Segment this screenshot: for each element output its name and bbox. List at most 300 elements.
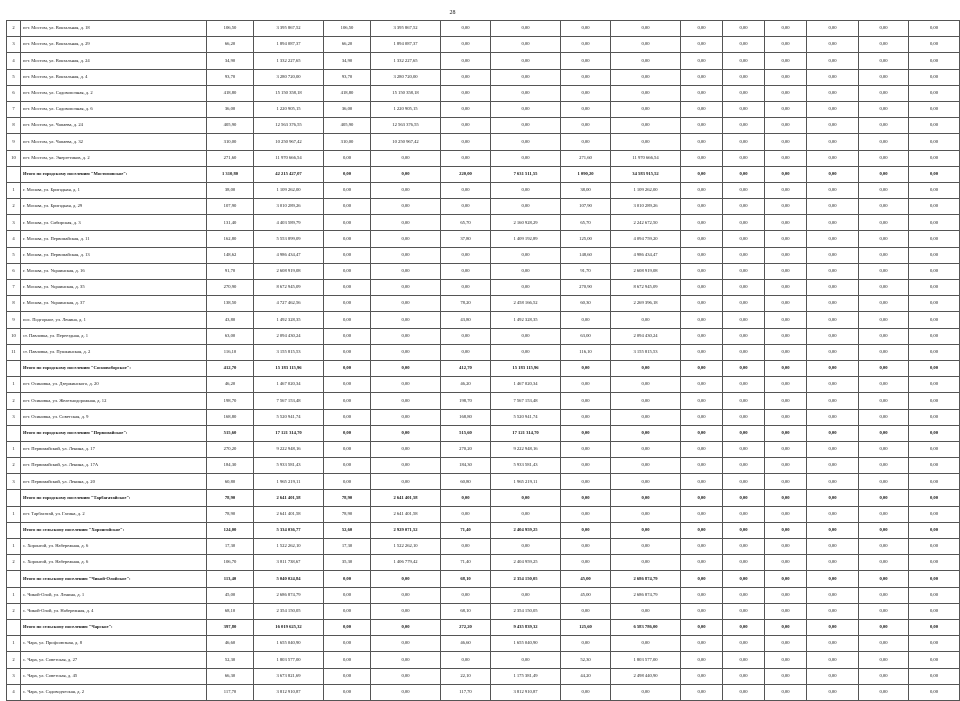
- value-cell: 0,00: [561, 539, 611, 555]
- value-cell: 0,00: [859, 37, 909, 53]
- address-cell: пгт. Первомайский, ул. Ленина, д. 17: [21, 441, 207, 457]
- value-cell: 15 183 115,96: [491, 360, 561, 376]
- value-cell: 0,00: [765, 393, 807, 409]
- value-cell: 0,00: [765, 85, 807, 101]
- value-cell: 1 965 219,11: [491, 474, 561, 490]
- value-cell: 17 121 314,70: [491, 425, 561, 441]
- value-cell: 0,00: [909, 555, 960, 571]
- value-cell: 0,00: [561, 522, 611, 538]
- value-cell: 2 929 071,52: [371, 522, 441, 538]
- subtotal-row: [7, 360, 960, 376]
- value-cell: 1 803 577,00: [254, 652, 324, 668]
- value-cell: 0,00: [765, 21, 807, 37]
- value-cell: 17,30: [207, 539, 254, 555]
- value-cell: 0,00: [681, 199, 723, 215]
- value-cell: 2 160 928,29: [491, 215, 561, 231]
- value-cell: 0,00: [561, 684, 611, 700]
- value-cell: 0,00: [859, 166, 909, 182]
- value-cell: 66,20: [324, 37, 371, 53]
- value-cell: 0,00: [807, 490, 859, 506]
- value-cell: 0,00: [441, 263, 491, 279]
- subtotal-label: Итого по городскому поселению "Первомайское":: [21, 425, 207, 441]
- value-cell: 1 894 087,37: [371, 37, 441, 53]
- value-cell: 0,00: [909, 539, 960, 555]
- value-cell: 0,00: [909, 458, 960, 474]
- value-cell: 107,90: [561, 199, 611, 215]
- value-cell: 12 563 376,55: [254, 118, 324, 134]
- value-cell: 270,90: [561, 280, 611, 296]
- value-cell: 1 492 328,35: [491, 312, 561, 328]
- value-cell: 220,00: [441, 166, 491, 182]
- value-cell: 0,00: [324, 280, 371, 296]
- value-cell: 0,00: [441, 199, 491, 215]
- row-number: 9: [7, 134, 21, 150]
- value-cell: 0,00: [441, 69, 491, 85]
- value-cell: 0,00: [807, 101, 859, 117]
- table-row: [7, 263, 960, 279]
- page-number: 28: [449, 10, 456, 16]
- value-cell: 0,00: [859, 522, 909, 538]
- value-cell: 7 567 153,48: [254, 393, 324, 409]
- value-cell: 36,00: [207, 101, 254, 117]
- row-number: 11: [7, 344, 21, 360]
- value-cell: 0,00: [561, 101, 611, 117]
- value-cell: 0,00: [807, 37, 859, 53]
- subtotal-label: Итого по сельскому поселению "Хоронгойское":: [21, 522, 207, 538]
- data-table: [6, 20, 960, 701]
- value-cell: 0,00: [859, 360, 909, 376]
- value-cell: 270,20: [441, 441, 491, 457]
- value-cell: 0,00: [859, 652, 909, 668]
- value-cell: 93,70: [324, 69, 371, 85]
- value-cell: 91,70: [207, 263, 254, 279]
- value-cell: 0,00: [681, 231, 723, 247]
- value-cell: 0,00: [371, 182, 441, 198]
- value-cell: 0,00: [807, 603, 859, 619]
- value-cell: 0,00: [441, 506, 491, 522]
- value-cell: 0,00: [909, 409, 960, 425]
- value-cell: 138,50: [207, 296, 254, 312]
- value-cell: 0,00: [807, 393, 859, 409]
- value-cell: 78,90: [207, 490, 254, 506]
- value-cell: 0,00: [324, 619, 371, 635]
- value-cell: 0,00: [324, 458, 371, 474]
- value-cell: 0,00: [909, 166, 960, 182]
- value-cell: 0,00: [611, 474, 681, 490]
- value-cell: 43,80: [207, 312, 254, 328]
- table-row: [7, 603, 960, 619]
- value-cell: 0,00: [611, 684, 681, 700]
- value-cell: 10 250 967,42: [371, 134, 441, 150]
- address-cell: пгт. Осиновка, ул. Железнодорожная, д. 12: [21, 393, 207, 409]
- row-number: 7: [7, 280, 21, 296]
- value-cell: 0,00: [324, 199, 371, 215]
- row-number: 2: [7, 199, 21, 215]
- value-cell: 0,00: [441, 328, 491, 344]
- value-cell: 0,00: [859, 441, 909, 457]
- value-cell: 15 150 358,18: [371, 85, 441, 101]
- value-cell: 0,00: [807, 328, 859, 344]
- value-cell: 0,00: [324, 215, 371, 231]
- value-cell: 10 250 967,42: [254, 134, 324, 150]
- value-cell: 515,60: [207, 425, 254, 441]
- address-cell: с. Чара, ул. Советская, д. 27: [21, 652, 207, 668]
- address-cell: ст. Павловка, ул. Переездная, д. 1: [21, 328, 207, 344]
- row-number: 4: [7, 53, 21, 69]
- value-cell: 0,00: [909, 393, 960, 409]
- table-row: [7, 344, 960, 360]
- address-cell: пгт. Первомайский, ул. Ленина, д. 17А: [21, 458, 207, 474]
- value-cell: 43,80: [441, 312, 491, 328]
- value-cell: 0,00: [859, 668, 909, 684]
- value-cell: 397,80: [207, 619, 254, 635]
- value-cell: 0,00: [441, 587, 491, 603]
- value-cell: 0,00: [371, 312, 441, 328]
- value-cell: 65,70: [441, 215, 491, 231]
- value-cell: 0,00: [611, 458, 681, 474]
- value-cell: 2 354 150,05: [254, 603, 324, 619]
- address-cell: с. Чикой-Олой, ул. Набережная, д. 4: [21, 603, 207, 619]
- value-cell: 0,00: [859, 377, 909, 393]
- value-cell: 0,00: [765, 101, 807, 117]
- value-cell: 168,80: [207, 409, 254, 425]
- value-cell: 0,00: [723, 441, 765, 457]
- value-cell: 0,00: [441, 344, 491, 360]
- value-cell: 0,00: [611, 101, 681, 117]
- value-cell: 162,80: [207, 231, 254, 247]
- value-cell: 0,00: [807, 377, 859, 393]
- value-cell: 0,00: [723, 328, 765, 344]
- value-cell: 0,00: [765, 53, 807, 69]
- value-cell: 0,00: [909, 199, 960, 215]
- value-cell: 60,80: [207, 474, 254, 490]
- row-number: 5: [7, 69, 21, 85]
- value-cell: 68,10: [441, 603, 491, 619]
- table-row: [7, 118, 960, 134]
- value-cell: 1 655 040,90: [254, 636, 324, 652]
- value-cell: 0,00: [765, 199, 807, 215]
- value-cell: 0,00: [765, 69, 807, 85]
- value-cell: 17,30: [324, 539, 371, 555]
- value-cell: 0,00: [561, 474, 611, 490]
- value-cell: 0,00: [371, 409, 441, 425]
- value-cell: 0,00: [561, 425, 611, 441]
- row-number: 2: [7, 603, 21, 619]
- value-cell: 0,00: [807, 409, 859, 425]
- table-row: [7, 101, 960, 117]
- value-cell: 0,00: [723, 166, 765, 182]
- value-cell: 2 094 430,24: [254, 328, 324, 344]
- table-row: [7, 587, 960, 603]
- value-cell: 0,00: [371, 684, 441, 700]
- value-cell: 65,70: [561, 215, 611, 231]
- value-cell: 0,00: [324, 684, 371, 700]
- row-number: 2: [7, 458, 21, 474]
- subtotal-label: Итого по сельскому поселению "Чарское":: [21, 619, 207, 635]
- value-cell: 4 403 589,79: [254, 215, 324, 231]
- value-cell: 0,00: [611, 603, 681, 619]
- value-cell: 0,00: [491, 150, 561, 166]
- value-cell: 0,00: [909, 344, 960, 360]
- value-cell: 2 354 150,05: [491, 571, 561, 587]
- value-cell: 0,00: [324, 360, 371, 376]
- value-cell: 0,00: [561, 37, 611, 53]
- value-cell: 310,00: [324, 134, 371, 150]
- value-cell: 0,00: [491, 182, 561, 198]
- value-cell: 3 811 738,67: [254, 555, 324, 571]
- value-cell: 0,00: [765, 458, 807, 474]
- value-cell: 0,00: [723, 668, 765, 684]
- value-cell: 418,80: [324, 85, 371, 101]
- value-cell: 0,00: [859, 69, 909, 85]
- table-row: [7, 506, 960, 522]
- value-cell: 0,00: [807, 555, 859, 571]
- address-cell: г. Москва, ул. Украинская, д. 37: [21, 296, 207, 312]
- value-cell: 0,00: [723, 37, 765, 53]
- value-cell: 0,00: [765, 587, 807, 603]
- value-cell: 0,00: [807, 522, 859, 538]
- value-cell: 0,00: [611, 393, 681, 409]
- row-number: 4: [7, 684, 21, 700]
- value-cell: 0,00: [859, 296, 909, 312]
- value-cell: 0,00: [909, 53, 960, 69]
- value-cell: 37,80: [441, 231, 491, 247]
- value-cell: 0,00: [561, 393, 611, 409]
- value-cell: 0,00: [765, 344, 807, 360]
- value-cell: 0,00: [491, 490, 561, 506]
- value-cell: 11 970 666,54: [254, 150, 324, 166]
- value-cell: 0,00: [723, 312, 765, 328]
- value-cell: 116,10: [561, 344, 611, 360]
- value-cell: 0,00: [681, 522, 723, 538]
- value-cell: 78,20: [441, 296, 491, 312]
- value-cell: 0,00: [371, 280, 441, 296]
- table-row: [7, 53, 960, 69]
- value-cell: 0,00: [859, 344, 909, 360]
- value-cell: 0,00: [859, 684, 909, 700]
- value-cell: 4 094 759,20: [611, 231, 681, 247]
- value-cell: 8 672 945,09: [611, 280, 681, 296]
- table-row: [7, 328, 960, 344]
- address-cell: пгт. Мостом, ул. Садовопочная, д. 2: [21, 85, 207, 101]
- address-cell: пгт. Осиновка, ул. Дзержинского, д. 20: [21, 377, 207, 393]
- value-cell: 0,00: [681, 360, 723, 376]
- value-cell: 0,00: [681, 555, 723, 571]
- value-cell: 0,00: [859, 199, 909, 215]
- value-cell: 0,00: [371, 603, 441, 619]
- row-number: [7, 619, 21, 635]
- value-cell: 0,00: [371, 150, 441, 166]
- value-cell: 34,90: [324, 53, 371, 69]
- value-cell: 0,00: [859, 118, 909, 134]
- value-cell: 0,00: [324, 328, 371, 344]
- value-cell: 35,30: [324, 555, 371, 571]
- value-cell: 0,00: [681, 506, 723, 522]
- value-cell: 0,00: [681, 587, 723, 603]
- value-cell: 3 010 289,26: [254, 199, 324, 215]
- value-cell: 0,00: [681, 134, 723, 150]
- value-cell: 0,00: [561, 312, 611, 328]
- subtotal-row: [7, 425, 960, 441]
- row-number: 8: [7, 118, 21, 134]
- value-cell: 0,00: [681, 603, 723, 619]
- value-cell: 412,70: [441, 360, 491, 376]
- value-cell: 46,20: [441, 377, 491, 393]
- value-cell: 0,00: [909, 134, 960, 150]
- value-cell: 0,00: [807, 263, 859, 279]
- value-cell: 0,00: [681, 636, 723, 652]
- value-cell: 0,00: [765, 150, 807, 166]
- value-cell: 3 155 815,53: [611, 344, 681, 360]
- value-cell: 0,00: [611, 636, 681, 652]
- value-cell: 0,00: [324, 587, 371, 603]
- value-cell: 0,00: [859, 619, 909, 635]
- row-number: [7, 490, 21, 506]
- value-cell: 1 803 577,00: [611, 652, 681, 668]
- value-cell: 198,70: [441, 393, 491, 409]
- value-cell: 0,00: [723, 21, 765, 37]
- value-cell: 5 933 581,43: [491, 458, 561, 474]
- value-cell: 0,00: [859, 636, 909, 652]
- value-cell: 271,60: [207, 150, 254, 166]
- value-cell: 0,00: [807, 458, 859, 474]
- value-cell: 0,00: [441, 21, 491, 37]
- value-cell: 0,00: [681, 101, 723, 117]
- value-cell: 78,90: [324, 490, 371, 506]
- value-cell: 125,60: [561, 619, 611, 635]
- value-cell: 0,00: [765, 555, 807, 571]
- row-number: 3: [7, 409, 21, 425]
- value-cell: 0,00: [561, 69, 611, 85]
- value-cell: 0,00: [909, 684, 960, 700]
- value-cell: 78,90: [324, 506, 371, 522]
- value-cell: 0,00: [859, 53, 909, 69]
- value-cell: 3 280 720,00: [371, 69, 441, 85]
- value-cell: 0,00: [859, 474, 909, 490]
- value-cell: 124,00: [207, 522, 254, 538]
- value-cell: 2 608 919,08: [611, 263, 681, 279]
- table-row: [7, 555, 960, 571]
- value-cell: 38,00: [561, 182, 611, 198]
- value-cell: 0,00: [723, 393, 765, 409]
- value-cell: 3 280 720,00: [254, 69, 324, 85]
- value-cell: 0,00: [611, 409, 681, 425]
- value-cell: 0,00: [324, 441, 371, 457]
- value-cell: 0,00: [765, 603, 807, 619]
- subtotal-row: [7, 571, 960, 587]
- value-cell: 1 522 262,10: [254, 539, 324, 555]
- value-cell: 0,00: [491, 69, 561, 85]
- value-cell: 0,00: [324, 393, 371, 409]
- value-cell: 0,00: [681, 85, 723, 101]
- table-row: [7, 296, 960, 312]
- value-cell: 0,00: [807, 668, 859, 684]
- value-cell: 0,00: [807, 296, 859, 312]
- value-cell: 113,40: [207, 571, 254, 587]
- value-cell: 1 522 262,10: [371, 539, 441, 555]
- value-cell: 0,00: [859, 555, 909, 571]
- value-cell: 0,00: [324, 425, 371, 441]
- value-cell: 38,00: [207, 182, 254, 198]
- value-cell: 0,00: [371, 619, 441, 635]
- value-cell: 0,00: [765, 506, 807, 522]
- value-cell: 93,70: [207, 69, 254, 85]
- value-cell: 0,00: [681, 312, 723, 328]
- row-number: 3: [7, 474, 21, 490]
- address-cell: пгт. Мостом, ул. Садовопочная, д. 6: [21, 101, 207, 117]
- value-cell: 0,00: [491, 652, 561, 668]
- row-number: 1: [7, 182, 21, 198]
- value-cell: 0,00: [611, 37, 681, 53]
- value-cell: 270,20: [207, 441, 254, 457]
- value-cell: 0,00: [807, 134, 859, 150]
- address-cell: пгт. Мостом, ул. Чапаева, д. 24: [21, 118, 207, 134]
- address-cell: пгт. Мостом, ул. Вокзальная, д. 29: [21, 37, 207, 53]
- value-cell: 0,00: [324, 377, 371, 393]
- value-cell: 3 395 867,52: [371, 21, 441, 37]
- value-cell: 0,00: [807, 199, 859, 215]
- subtotal-label: Итого по городскому поселению "Сосновоборское":: [21, 360, 207, 376]
- value-cell: 0,00: [807, 652, 859, 668]
- value-cell: 0,00: [371, 458, 441, 474]
- table-row: [7, 539, 960, 555]
- value-cell: 0,00: [909, 150, 960, 166]
- value-cell: 0,00: [681, 377, 723, 393]
- value-cell: 0,00: [859, 587, 909, 603]
- value-cell: 0,00: [807, 441, 859, 457]
- address-cell: пгт. Осиновка, ул. Советская, д. 9: [21, 409, 207, 425]
- value-cell: 0,00: [765, 474, 807, 490]
- row-number: 1: [7, 506, 21, 522]
- value-cell: 0,00: [909, 652, 960, 668]
- value-cell: 0,00: [681, 571, 723, 587]
- value-cell: 270,90: [207, 280, 254, 296]
- value-cell: 2 686 874,79: [611, 587, 681, 603]
- row-number: 3: [7, 37, 21, 53]
- table-row: [7, 668, 960, 684]
- value-cell: 0,00: [611, 506, 681, 522]
- value-cell: 5 520 941,74: [254, 409, 324, 425]
- value-cell: 2 641 401,58: [371, 506, 441, 522]
- value-cell: 2 686 874,79: [611, 571, 681, 587]
- value-cell: 0,00: [561, 636, 611, 652]
- subtotal-row: [7, 522, 960, 538]
- value-cell: 0,00: [324, 571, 371, 587]
- value-cell: 0,00: [765, 296, 807, 312]
- value-cell: 0,00: [859, 393, 909, 409]
- value-cell: 0,00: [807, 360, 859, 376]
- row-number: 2: [7, 21, 21, 37]
- value-cell: 0,00: [491, 199, 561, 215]
- value-cell: 0,00: [723, 296, 765, 312]
- value-cell: 0,00: [371, 652, 441, 668]
- value-cell: 0,00: [909, 522, 960, 538]
- value-cell: 4 986 434,47: [611, 247, 681, 263]
- value-cell: 0,00: [723, 263, 765, 279]
- value-cell: 0,00: [859, 280, 909, 296]
- value-cell: 0,00: [807, 215, 859, 231]
- value-cell: 0,00: [324, 247, 371, 263]
- row-number: [7, 166, 21, 182]
- value-cell: 0,00: [611, 312, 681, 328]
- table-row: [7, 441, 960, 457]
- value-cell: 34,90: [207, 53, 254, 69]
- value-cell: 12 563 376,55: [371, 118, 441, 134]
- value-cell: 0,00: [723, 684, 765, 700]
- value-cell: 63,00: [207, 328, 254, 344]
- value-cell: 0,00: [807, 425, 859, 441]
- value-cell: 5 553 899,09: [254, 231, 324, 247]
